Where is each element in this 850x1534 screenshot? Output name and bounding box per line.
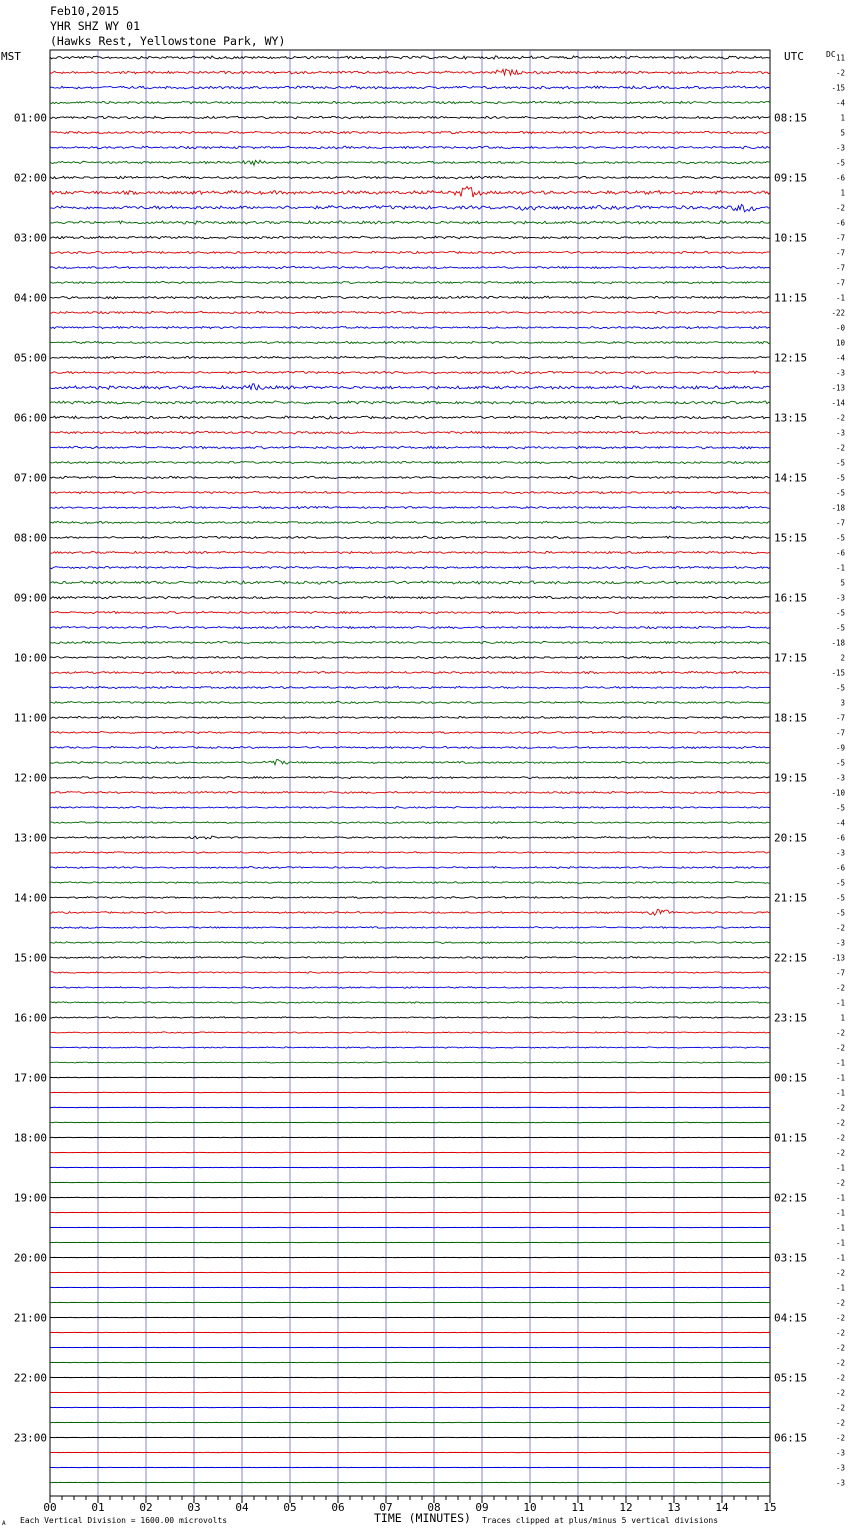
dc-offset-label: -2	[835, 983, 845, 993]
seismic-trace	[50, 656, 770, 658]
seismic-trace	[50, 506, 770, 508]
seismic-trace	[50, 671, 770, 673]
right-hour-label: 23:15	[774, 1011, 808, 1025]
dc-offset-label: -4	[835, 818, 845, 828]
dc-offset-label: -1	[835, 998, 845, 1008]
dc-offset-label: -1	[835, 1058, 845, 1068]
right-hour-label: 10:15	[774, 231, 808, 245]
dc-offset-label: -6	[835, 833, 845, 843]
dc-offset-label: -3	[835, 1478, 845, 1488]
dc-offset-label: -3	[835, 773, 845, 783]
dc-offset-label: -3	[835, 368, 845, 378]
dc-offset-label: -1	[835, 563, 845, 573]
x-tick-label: 02	[139, 1501, 153, 1514]
left-hour-label: 06:00	[13, 411, 47, 425]
seismic-trace	[50, 356, 770, 358]
x-axis-title: TIME (MINUTES)	[374, 1511, 471, 1525]
x-tick-label: 07	[379, 1501, 393, 1514]
left-axis-label: MST	[1, 50, 21, 63]
dc-offset-label: -9	[835, 743, 845, 753]
x-tick-label: 04	[235, 1501, 249, 1514]
dc-offset-label: 2	[840, 653, 845, 663]
seismic-trace	[50, 416, 770, 419]
dc-offset-label: -2	[835, 1388, 845, 1398]
dc-offset-label: -3	[835, 938, 845, 948]
seismic-trace	[50, 341, 770, 343]
dc-offset-label: -2	[835, 1103, 845, 1113]
x-tick-label: 10	[523, 1501, 537, 1514]
dc-offset-label: -18	[831, 503, 845, 513]
seismic-trace	[50, 581, 770, 584]
seismic-trace	[50, 882, 770, 884]
seismic-trace	[50, 461, 770, 463]
left-hour-label: 14:00	[13, 891, 47, 905]
left-hour-label: 09:00	[13, 591, 47, 605]
seismic-trace	[50, 384, 770, 390]
dc-offset-label: -1	[835, 1253, 845, 1263]
seismic-trace	[50, 536, 770, 538]
dc-offset-label: -2	[835, 1118, 845, 1128]
dc-offset-label: -6	[835, 173, 845, 183]
seismic-trace	[50, 957, 770, 959]
left-hour-label: 22:00	[13, 1371, 47, 1385]
dc-offset-label: -5	[835, 623, 845, 633]
seismic-trace	[50, 296, 770, 299]
dc-offset-label: -1	[835, 1193, 845, 1203]
dc-offset-label: -2	[835, 1358, 845, 1368]
dc-offset-label: -1	[835, 1238, 845, 1248]
seismic-trace	[50, 491, 770, 493]
dc-offset-label: -2	[835, 1313, 845, 1323]
dc-offset-label: -7	[835, 968, 845, 978]
seismic-trace	[50, 221, 770, 224]
left-hour-label: 05:00	[13, 351, 47, 365]
seismic-trace	[50, 1047, 770, 1048]
left-hour-label: 21:00	[13, 1311, 47, 1325]
left-hour-label: 15:00	[13, 951, 47, 965]
dc-offset-label: -7	[835, 233, 845, 243]
dc-offset-label: -1	[835, 1163, 845, 1173]
seismic-trace	[50, 791, 770, 793]
dc-offset-label: -7	[835, 713, 845, 723]
seismic-trace	[50, 626, 770, 628]
left-hour-label: 01:00	[13, 111, 47, 125]
dc-offset-label: -5	[835, 608, 845, 618]
dc-offset-label: -7	[835, 248, 845, 258]
dc-offset-label: -2	[835, 413, 845, 423]
dc-offset-label: -2	[835, 203, 845, 213]
seismic-trace	[50, 431, 770, 434]
seismic-trace	[50, 186, 770, 197]
dc-offset-label: -2	[835, 1343, 845, 1353]
right-hour-label: 19:15	[774, 771, 808, 785]
left-hour-label: 20:00	[13, 1251, 47, 1265]
dc-offset-label: -4	[835, 98, 845, 108]
seismic-trace	[50, 69, 770, 75]
seismic-trace	[50, 686, 770, 688]
dc-offset-label: -2	[835, 68, 845, 78]
clip-note: Traces clipped at plus/minus 5 vertical divisions	[482, 1516, 719, 1525]
seismic-trace	[50, 311, 770, 313]
dc-offset-label: -4	[835, 353, 845, 363]
seismic-trace	[50, 972, 770, 974]
seismic-trace	[50, 867, 770, 869]
right-hour-label: 11:15	[774, 291, 808, 305]
seismic-trace	[50, 1002, 770, 1004]
x-tick-label: 05	[283, 1501, 297, 1514]
x-tick-label: 09	[475, 1501, 489, 1514]
dc-offset-label: -5	[835, 878, 845, 888]
dc-offset-label: 11	[835, 53, 845, 63]
right-hour-label: 08:15	[774, 111, 808, 125]
dc-offset-label: -1	[835, 1088, 845, 1098]
dc-offset-label: -5	[835, 893, 845, 903]
dc-offset-label: 5	[840, 578, 845, 588]
right-hour-label: 18:15	[774, 711, 808, 725]
dc-offset-label: -2	[835, 1178, 845, 1188]
dc-offset-label: -5	[835, 458, 845, 468]
right-hour-label: 00:15	[774, 1071, 808, 1085]
seismic-trace	[50, 716, 770, 718]
dc-offset-label: -5	[835, 683, 845, 693]
left-hour-label: 13:00	[13, 831, 47, 845]
seismic-trace	[50, 1032, 770, 1033]
seismic-trace	[50, 852, 770, 854]
seismic-trace	[50, 1107, 770, 1108]
x-tick-label: 01	[91, 1501, 105, 1514]
dc-offset-label: -0	[835, 323, 845, 333]
seismic-trace	[50, 204, 770, 211]
seismic-trace	[50, 836, 770, 839]
dc-offset-label: 1	[840, 113, 845, 123]
dc-offset-label: -6	[835, 863, 845, 873]
right-hour-label: 05:15	[774, 1371, 808, 1385]
x-tick-label: 06	[331, 1501, 345, 1514]
location-title: (Hawks Rest, Yellowstone Park, WY)	[50, 34, 286, 48]
right-hour-label: 14:15	[774, 471, 808, 485]
seismic-trace	[50, 1092, 770, 1093]
right-hour-label: 21:15	[774, 891, 808, 905]
scale-note: Each Vertical Division = 1600.00 microvolts	[20, 1516, 228, 1525]
left-hour-label: 04:00	[13, 291, 47, 305]
seismic-trace	[50, 326, 770, 328]
right-hour-label: 01:15	[774, 1131, 808, 1145]
seismic-trace	[50, 131, 770, 134]
dc-offset-label: 1	[840, 188, 845, 198]
seismic-trace	[50, 641, 770, 643]
dc-offset-label: 1	[840, 1013, 845, 1023]
right-hour-label: 17:15	[774, 651, 808, 665]
dc-offset-label: -5	[835, 803, 845, 813]
dc-offset-label: -1	[835, 1073, 845, 1083]
seismic-trace	[50, 942, 770, 944]
x-tick-label: 15	[763, 1501, 777, 1514]
seismic-trace	[50, 116, 770, 119]
seismic-trace	[50, 701, 770, 703]
date-title: Feb10,2015	[50, 4, 120, 18]
left-hour-label: 16:00	[13, 1011, 47, 1025]
dc-offset-label: -1	[835, 1208, 845, 1218]
seismic-trace	[50, 776, 770, 778]
dc-offset-label: -2	[835, 1133, 845, 1143]
left-hour-label: 10:00	[13, 651, 47, 665]
dc-offset-label: -3	[835, 428, 845, 438]
seismic-trace	[50, 731, 770, 733]
dc-offset-label: -6	[835, 548, 845, 558]
left-hour-label: 12:00	[13, 771, 47, 785]
dc-offset-label: 5	[840, 128, 845, 138]
seismic-trace	[50, 927, 770, 929]
seismic-trace	[50, 1017, 770, 1018]
x-tick-label: 00	[43, 1501, 57, 1514]
dc-offset-label: -14	[831, 398, 845, 408]
dc-offset-label: -5	[835, 533, 845, 543]
dc-offset-label: -13	[831, 953, 845, 963]
dc-offset-label: -13	[831, 383, 845, 393]
dc-offset-label: -2	[835, 1433, 845, 1443]
seismic-trace	[50, 1077, 770, 1078]
seismic-trace	[50, 401, 770, 404]
dc-offset-label: -5	[835, 758, 845, 768]
dc-offset-label: -2	[835, 923, 845, 933]
left-hour-label: 23:00	[13, 1431, 47, 1445]
dc-offset-label: -3	[835, 1448, 845, 1458]
dc-offset-label: -2	[835, 1403, 845, 1413]
dc-offset-label: -5	[835, 908, 845, 918]
right-hour-label: 09:15	[774, 171, 808, 185]
seismic-trace	[50, 266, 770, 268]
dc-offset-label: -3	[835, 1463, 845, 1473]
dc-offset-label: -2	[835, 1043, 845, 1053]
right-hour-label: 22:15	[774, 951, 808, 965]
left-hour-label: 11:00	[13, 711, 47, 725]
left-hour-label: 17:00	[13, 1071, 47, 1085]
seismic-trace	[50, 807, 770, 809]
x-tick-label: 12	[619, 1501, 633, 1514]
seismic-trace	[50, 611, 770, 613]
dc-offset-label: -2	[835, 1373, 845, 1383]
seismic-trace	[50, 596, 770, 599]
seismic-trace	[50, 760, 770, 765]
seismic-trace	[50, 822, 770, 824]
seismic-trace	[50, 909, 770, 915]
dc-offset-label: -2	[835, 1328, 845, 1338]
left-hour-label: 08:00	[13, 531, 47, 545]
dc-offset-label: -2	[835, 1418, 845, 1428]
seismic-trace	[50, 236, 770, 239]
right-axis-label: UTC	[784, 50, 804, 63]
dc-offset-label: -2	[835, 1298, 845, 1308]
right-hour-label: 16:15	[774, 591, 808, 605]
seismic-trace	[50, 746, 770, 748]
left-hour-label: 07:00	[13, 471, 47, 485]
dc-offset-label: 3	[840, 698, 845, 708]
left-hour-label: 02:00	[13, 171, 47, 185]
seismic-trace	[50, 566, 770, 568]
right-hour-label: 06:15	[774, 1431, 808, 1445]
x-tick-label: 13	[667, 1501, 681, 1514]
dc-offset-label: -15	[831, 83, 845, 93]
dc-offset-label: -7	[835, 728, 845, 738]
dc-offset-label: -7	[835, 263, 845, 273]
dc-offset-label: -18	[831, 638, 845, 648]
seismic-trace	[50, 101, 770, 104]
dc-offset-label: 10	[835, 338, 845, 348]
seismic-trace	[50, 897, 770, 899]
right-hour-label: 03:15	[774, 1251, 808, 1265]
seismic-trace	[50, 160, 770, 165]
seismic-trace	[50, 551, 770, 553]
seismic-trace	[50, 251, 770, 253]
x-tick-label: 03	[187, 1501, 201, 1514]
seismic-trace	[50, 446, 770, 449]
left-hour-label: 18:00	[13, 1131, 47, 1145]
seismic-trace	[50, 1062, 770, 1063]
seismic-trace	[50, 987, 770, 989]
dc-offset-label: -2	[835, 1268, 845, 1278]
right-hour-label: 20:15	[774, 831, 808, 845]
right-hour-label: 12:15	[774, 351, 808, 365]
dc-offset-label: -3	[835, 593, 845, 603]
right-hour-label: 04:15	[774, 1311, 808, 1325]
seismic-trace	[50, 371, 770, 374]
right-hour-label: 02:15	[774, 1191, 808, 1205]
left-hour-label: 03:00	[13, 231, 47, 245]
seismic-trace	[50, 1122, 770, 1123]
x-tick-label: 14	[715, 1501, 729, 1514]
dc-offset-label: -2	[835, 1028, 845, 1038]
x-tick-label: 08	[427, 1501, 441, 1514]
dc-offset-label: -7	[835, 518, 845, 528]
dc-offset-label: -10	[831, 788, 845, 798]
dc-offset-label: -5	[835, 488, 845, 498]
seismic-trace	[50, 476, 770, 478]
station-title: YHR SHZ WY 01	[50, 19, 141, 33]
dc-offset-label: -22	[831, 308, 845, 318]
dc-offset-label: -1	[835, 1283, 845, 1293]
dc-offset-label: -3	[835, 848, 845, 858]
seismic-trace	[50, 86, 770, 89]
seismic-trace	[50, 176, 770, 179]
seismic-trace	[50, 146, 770, 149]
right-hour-label: 15:15	[774, 531, 808, 545]
dc-offset-label: -5	[835, 473, 845, 483]
dc-offset-label: -1	[835, 1223, 845, 1233]
right-hour-label: 13:15	[774, 411, 808, 425]
dc-label: DC	[826, 50, 836, 59]
dc-offset-label: -15	[831, 668, 845, 678]
dc-offset-label: -1	[835, 293, 845, 303]
dc-offset-label: -3	[835, 143, 845, 153]
x-tick-label: 11	[571, 1501, 585, 1514]
dc-offset-label: -6	[835, 218, 845, 228]
seismic-trace	[50, 521, 770, 523]
left-hour-label: 19:00	[13, 1191, 47, 1205]
footer-left-mark: A	[2, 1520, 6, 1527]
seismic-trace	[50, 281, 770, 283]
dc-offset-label: -5	[835, 158, 845, 168]
dc-offset-label: -7	[835, 278, 845, 288]
dc-offset-label: -2	[835, 1148, 845, 1158]
dc-offset-label: -2	[835, 443, 845, 453]
seismic-trace	[50, 56, 770, 59]
